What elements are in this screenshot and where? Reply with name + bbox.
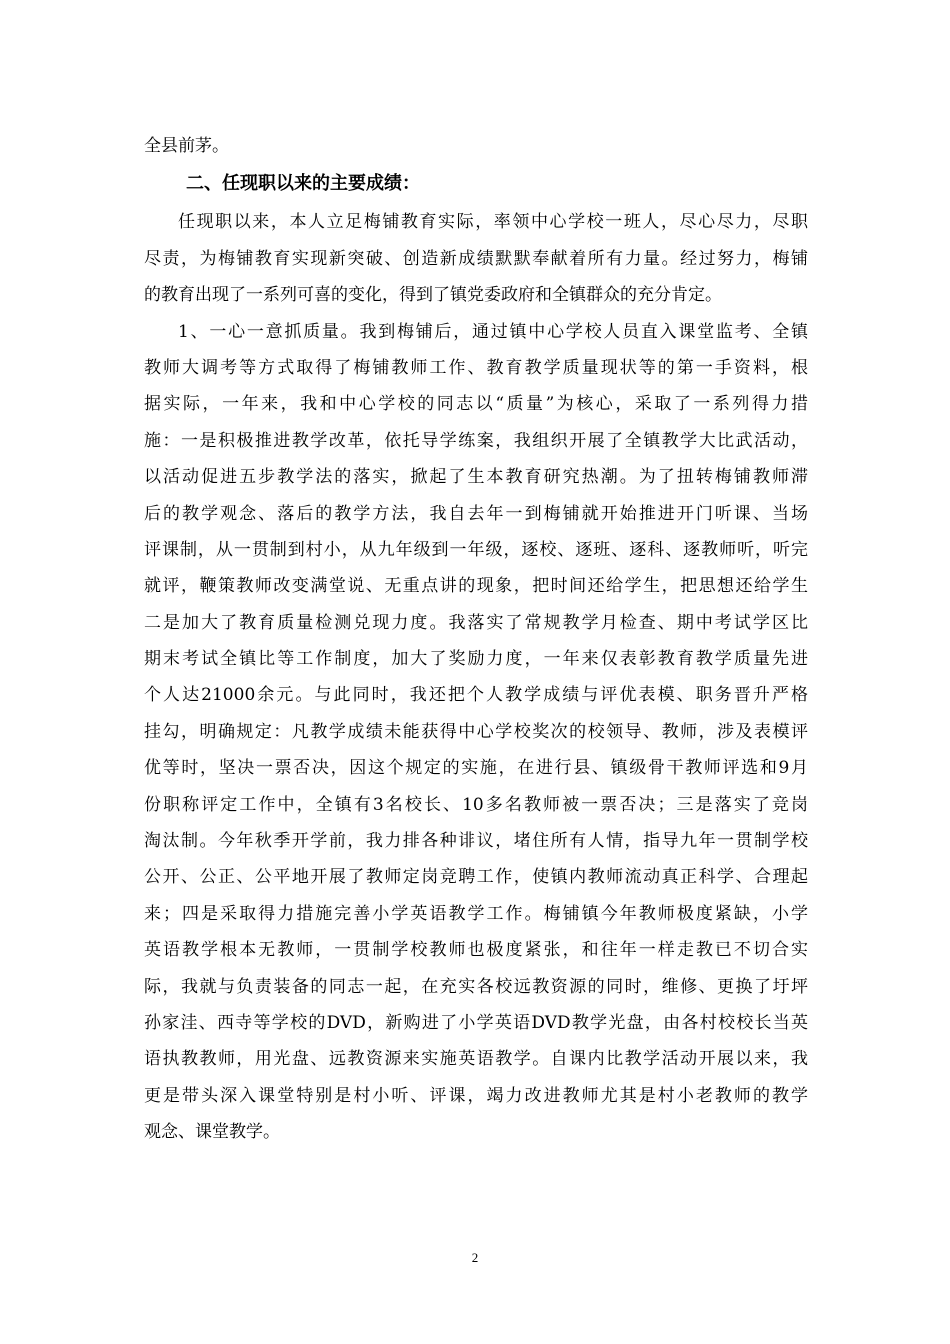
- text-line: 份职称评定工作中，全镇有3名校长、10多名教师被一票否决；三是落实了竞岗: [144, 794, 808, 815]
- section-heading: 二、任现职以来的主要成绩：: [186, 173, 420, 195]
- paragraph-quality: [144, 314, 808, 1151]
- text-line: 语执教教师，用光盘、远教资源来实施英语教学。自课内比教学活动开展以来，我: [144, 1049, 808, 1070]
- text-line: 英语教学根本无教师，一贯制学校教师也极度紧张，和往年一样走教已不切合实: [144, 940, 808, 961]
- text-line: 观念、课堂教学。: [144, 1122, 280, 1143]
- text-line: 以活动促进五步教学法的落实，掀起了生本教育研究热潮。为了扭转梅铺教师滞: [144, 467, 808, 488]
- text-line: 个人达21000余元。与此同时，我还把个人教学成绩与评优表模、职务晋升严格: [144, 685, 808, 706]
- text-line: 施：一是积极推进教学改革，依托导学练案，我组织开展了全镇教学大比武活动，: [144, 430, 808, 451]
- text-line: 公开、公正、公平地开展了教师定岗竞聘工作，使镇内教师流动真正科学、合理起: [144, 867, 808, 888]
- text-line: 1、一心一意抓质量。我到梅铺后，通过镇中心学校人员直入课堂监考、全镇: [178, 321, 808, 342]
- text-line: 优等时，坚决一票否决，因这个规定的实施，在进行县、镇级骨干教师评选和9月: [144, 758, 808, 779]
- text-line: 挂勾，明确规定：凡教学成绩未能获得中心学校奖次的校领导、教师，涉及表模评: [144, 721, 808, 742]
- text-line: 教师大调考等方式取得了梅铺教师工作、教育教学质量现状等的第一手资料，根: [144, 357, 808, 378]
- text-line: 据实际，一年来，我和中心学校的同志以“质量”为核心，采取了一系列得力措: [144, 394, 808, 415]
- text-line: 来；四是采取得力措施完善小学英语教学工作。梅铺镇今年教师极度紧缺，小学: [144, 903, 808, 924]
- text-line: 淘汰制。今年秋季开学前，我力排各种诽议，堵住所有人情，指导九年一贯制学校: [144, 831, 808, 852]
- text-line: 任现职以来，本人立足梅铺教育实际，率领中心学校一班人，尽心尽力，尽职: [178, 212, 808, 233]
- paragraph-overview: [144, 204, 808, 313]
- text-line: 际，我就与负责装备的同志一起，在充实各校远教资源的同时，维修、更换了圩坪: [144, 976, 808, 997]
- text-line: 更是带头深入课堂特别是村小听、评课，竭力改进教师尤其是村小老教师的教学: [144, 1085, 808, 1106]
- text-line: 期末考试全镇比等工作制度，加大了奖励力度，一年来仅表彰教育教学质量先进: [144, 649, 808, 670]
- text-line: 孙家洼、西寺等学校的DVD，新购进了小学英语DVD教学光盘，由各村校校长当英: [144, 1012, 808, 1033]
- text-line: 的教育出现了一系列可喜的变化，得到了镇党委政府和全镇群众的充分肯定。: [144, 285, 722, 306]
- text-line: 后的教学观念、落后的教学方法，我自去年一到梅铺就开始推进开门听课、当场: [144, 503, 808, 524]
- continued-line: 全县前茅。: [144, 136, 229, 156]
- text-line: 尽责，为梅铺教育实现新突破、创造新成绩默默奉献着所有力量。经过努力，梅铺: [144, 248, 808, 269]
- text-line: 就评，鞭策教师改变满堂说、无重点讲的现象，把时间还给学生，把思想还给学生: [144, 576, 808, 597]
- text-line: 评课制，从一贯制到村小，从九年级到一年级，逐校、逐班、逐科、逐教师听，听完: [144, 539, 808, 560]
- body-text: [144, 128, 808, 1151]
- text-line: 二是加大了教育质量检测兑现力度。我落实了常规教学月检查、期中考试学区比: [144, 612, 808, 633]
- page-number: 2: [471, 1250, 479, 1265]
